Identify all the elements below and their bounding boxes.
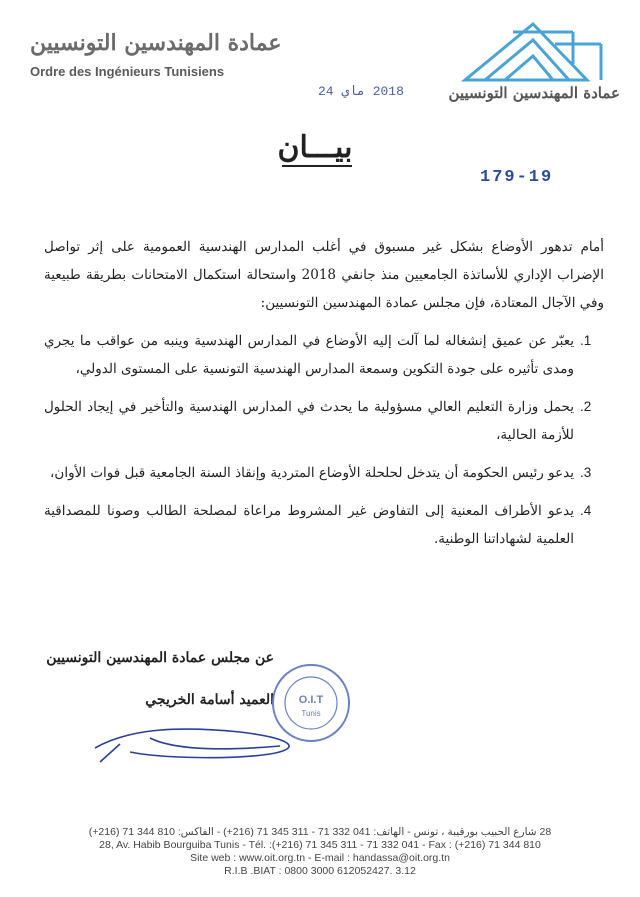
statement-body [44,233,604,563]
list-item-text: يدعو الأطراف المعنية إلى التفاوض غير المشروط مراعاة لمصلحة الطالب وصونا للمصداقية العلمية لشهاداتنا الوطنية. [44,503,574,547]
resolution-list [44,327,604,553]
footer-address-arabic: 28 شارع الحبيب بورقيبة ، تونس - الهاتف: 041 332 71 - 311 345 71 (216+) - الفاكس: 810 344 71 (216+) [88,826,552,838]
footer-bank-rib: R.I.B .BIAT : 0800 3000 612052427. 3.12 [224,865,416,877]
seal-text: O.I.T [298,694,324,706]
logo-caption: عمادة المهندسين التونسيين [448,84,620,102]
reference-number: 179-19 [480,168,554,187]
footer-address-french: 28, Av. Habib Bourguiba Tunis - Tél. :(+216) 71 345 311 - 71 332 041 - Fax : (+216) 71 344 810 [99,839,541,851]
letterhead-left [30,30,281,79]
date-stamp: 2018 ماي 24 [318,84,404,99]
signature-block [44,650,274,708]
seal-subtext: Tunis [301,709,321,718]
list-item-number: 2. [580,399,592,414]
handwritten-signature [90,718,310,768]
signing-dean: العميد أسامة الخريجي [145,692,274,708]
list-item-number: 3. [580,465,592,480]
list-item-text: يحمل وزارة التعليم العالي مسؤولية ما يحدث في المدارس الهندسية والتأخير في إيجاد الحلول للأزمة الحالية، [44,399,574,443]
brand-name-arabic: عمادة المهندسين التونسيين [30,30,282,56]
list-item [44,327,604,383]
list-item-text: يدعو رئيس الحكومة أن يتدخل لحلحلة الأوضاع المتردية وإنقاذ السنة الجامعية قبل فوات الأوان، [50,465,574,481]
intro-paragraph: أمام تدهور الأوضاع بشكل غير مسبوق في أغلب المدارس الهندسية العمومية على إثر تواصل الإضراب الإداري للأساتذة الجامعيين منذ جانفي 2018 واستحالة استكمال الامتحانات بطريقة طبيعية وفي الآجال المعتادة، فإن مجلس عمادة المهندسين التونسيين: [44,239,605,311]
list-item-text: يعبّر عن عميق إنشغاله لما آلت إليه الأوضاع في المدارس الهندسية وينبه من عواقب ما يجري ومدى تأثيره على جودة التكوين وسمعة المدارس الهندسية التونسية على المستوى الدولي، [44,333,574,377]
list-item-number: 1. [580,333,592,348]
brand-name-french: Ordre des Ingénieurs Tunisiens [30,64,225,79]
title-underline [282,165,352,167]
list-item [44,497,604,553]
list-item [44,459,604,487]
letterhead-footer [40,826,600,878]
list-item [44,393,604,449]
page-title: بيـــان [277,130,353,165]
list-item-number: 4. [580,503,592,518]
footer-contact: Site web : www.oit.org.tn - E-mail : handassa@oit.org.tn [190,852,450,864]
signing-council: عن مجلس عمادة المهندسين التونسيين [46,650,274,666]
